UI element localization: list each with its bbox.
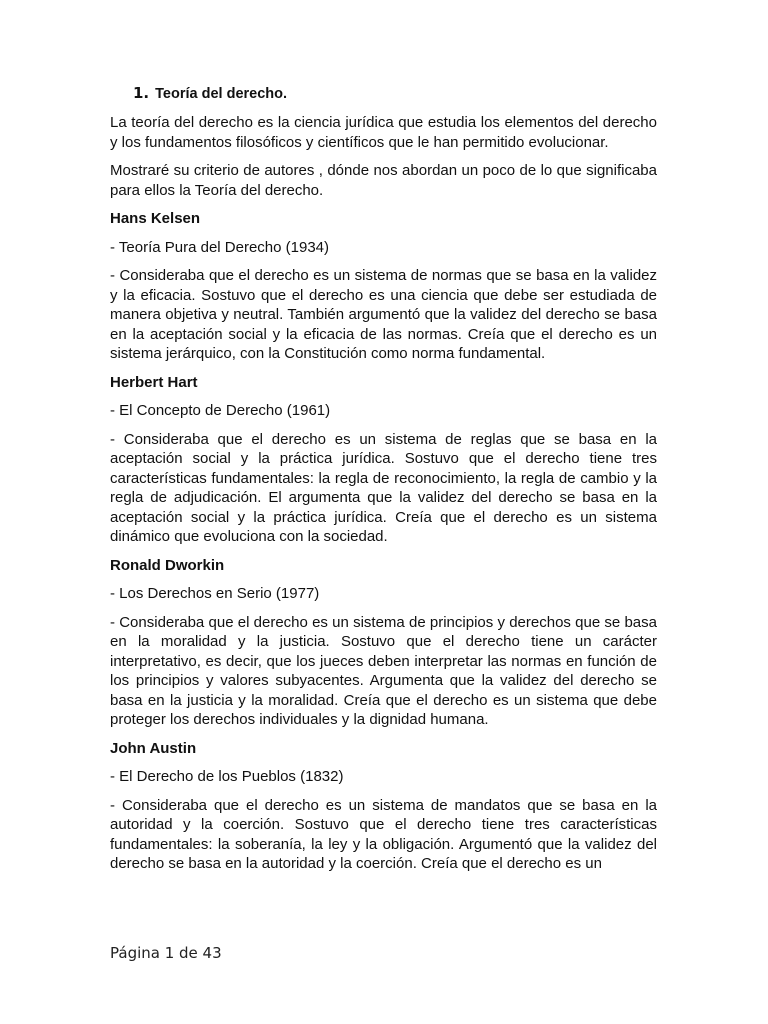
section-number: 1. [133, 84, 150, 102]
author-work-kelsen: - Teoría Pura del Derecho (1934) [110, 238, 330, 256]
author-name-austin: John Austin [110, 739, 197, 757]
author-name-hart: Herbert Hart [110, 373, 198, 391]
author-description-austin: - Consideraba que el derecho es un sistema de mandatos que se basa en la autoridad y la coerción. Sostuvo que el derecho tiene tres características fundamentales: la soberanía, la ley y la obligación. Argumentó que la validez del derecho se basa en la autoridad y la coerción. Creía que el derecho es un [110, 796, 657, 872]
author-work-dworkin: - Los Derechos en Serio (1977) [110, 585, 320, 602]
author-work-hart: - El Concepto de Derecho (1961) [110, 402, 331, 419]
page-footer: Página 1 de 43 [110, 944, 222, 962]
page-content [110, 84, 657, 883]
author-description-kelsen: - Consideraba que el derecho es un sistema de normas que se basa en la validez y la eficacia. Sostuvo que el derecho es una ciencia que debe ser estudiada de manera objetiva y neutral. También argumentó que la validez del derecho se basa en la aceptación social y la eficacia de las normas. Creía que el derecho es un sistema jerárquico, con la Constitución como norma fundamental. [110, 267, 657, 362]
intro-paragraph-1: La teoría del derecho es la ciencia jurídica que estudia los elementos del derecho y los fundamentos filosóficos y científicos que le han permitido evolucionar. [110, 114, 657, 151]
intro-paragraph-2: Mostraré su criterio de autores , dónde nos abordan un poco de lo que significaba para ellos la Teoría del derecho. [110, 162, 657, 199]
author-description-hart: - Consideraba que el derecho es un sistema de reglas que se basa en la aceptación social y la práctica jurídica. Sostuvo que el derecho tiene tres características fundamentales: la regla de reconocimiento, la regla de cambio y la regla de adjudicación. El argumenta que la validez del derecho se basa en la aceptación social y la práctica jurídica. Creía que el derecho es un sistema dinámico que evoluciona con la sociedad. [110, 430, 657, 545]
author-name-dworkin: Ronald Dworkin [110, 556, 225, 574]
author-name-kelsen: Hans Kelsen [110, 210, 201, 227]
author-work-austin: - El Derecho de los Pueblos (1832) [110, 768, 344, 785]
author-description-dworkin: - Consideraba que el derecho es un sistema de principios y derechos que se basa en la moralidad y la justicia. Sostuvo que el derecho tiene un carácter interpretativo, es decir, que los jueces deben interpretar las normas en función de los principios y valores subyacentes. Argumenta que la validez del derecho se basa en la justicia y la moralidad. Creía que el derecho es un sistema que debe proteger los derechos individuales y la dignidad humana. [110, 613, 657, 728]
section-title: Teoría del derecho. [155, 86, 288, 102]
section-heading [133, 84, 657, 104]
